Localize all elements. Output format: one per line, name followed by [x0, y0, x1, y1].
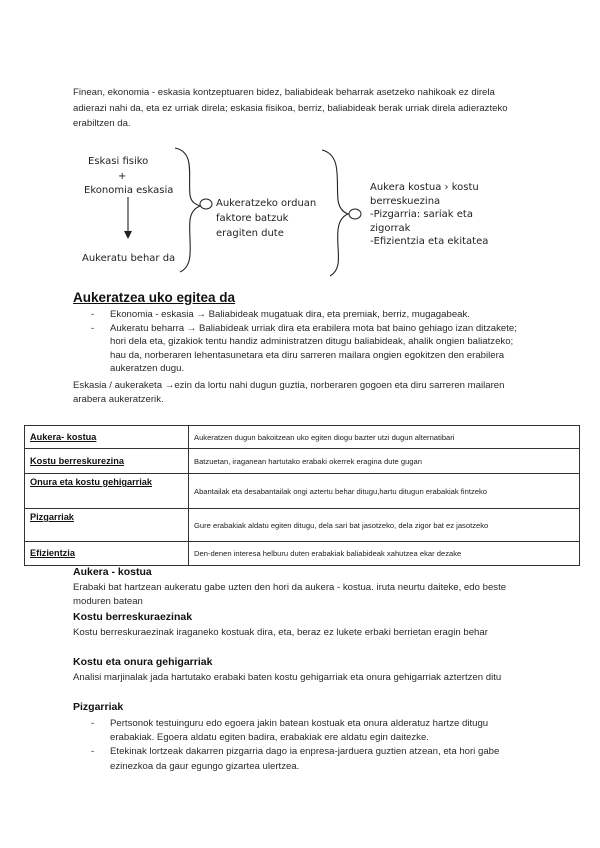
bullet-item: - Etekinak lortzeak dakarren pizgarria dago ia enpresa-jarduera guztien atzean, eta hori gabe ezinezkoa da gaur egungo gizartea ulertzea.: [91, 745, 527, 773]
term-cell: Efizientzia: [25, 542, 189, 566]
table-row: [25, 449, 580, 474]
diagram-middle-line: eragiten dute: [216, 228, 284, 239]
table-row: [25, 474, 580, 509]
diagram-left-top: Eskasi fisiko: [88, 156, 149, 167]
bullet-item: - Aukeratu beharra → Baliabideak urriak dira eta erabilera mota bat baino gehiago izan ditzakete; hori dela eta, gizakiok tentu handiz administratzen ditugu baliabideak, ahalik ongien baliatzeko; hau da, norberaren lehentasunetara eta diru sarreren mailara ongien egokitzen den erabilera aukeratzen dugu.: [91, 322, 529, 376]
definition-cell: Gure erabakiak aldatu egiten ditugu, dela sari bat jasotzeko, dela zigor bat ez jasotzeko: [189, 509, 580, 542]
section-bullets: [91, 308, 529, 376]
diagram-right-line: -Efizientzia eta ekitatea: [370, 236, 489, 247]
diagram-left-mid: Ekonomia eskasia: [84, 185, 174, 196]
definition-cell: Den-denen interesa helburu duten erabakiak baliabideak xahutzea ekar dezake: [189, 542, 580, 566]
subheading-kostu-onura: Kostu eta onura gehigarriak: [73, 656, 213, 668]
subheading-kostu-berreskuraezinak: Kostu berreskuraezinak: [73, 611, 193, 623]
subheading-aukera-kostua: Aukera - kostua: [73, 566, 152, 578]
term-cell: Aukera- kostua: [25, 426, 189, 449]
diagram-right-line: berreskuezina: [370, 195, 441, 207]
paragraph-kostu-onura: Analisi marjinalak jada hartutako erabaki baten kostu gehigarriak eta onura gehigarriak aztertzen ditu: [73, 672, 502, 683]
diagram-middle-line: Aukeratzeko orduan: [216, 198, 317, 209]
diagram-middle-line: faktore batzuk: [216, 213, 289, 224]
diagram-plus: +: [118, 171, 127, 182]
paragraph-kostu-berreskuraezinak: Kostu berreskuraezinak iraganeko kostuak dira, eta, beraz ez lukete erbaki berrietan eragin behar: [73, 627, 488, 638]
paragraph-aukera-kostua: Erabaki bat hartzean aukeratu gabe uzten den hori da aukera - kostua. iruta neurtu daiteke, edo beste moduren batean: [73, 582, 507, 608]
diagram-right-line: -Pizgarria: sariak eta: [370, 209, 473, 220]
section-heading: Aukeratzea uko egitea da: [73, 290, 236, 305]
brace-right: [322, 150, 348, 276]
term-cell: Kostu berreskurezina: [25, 449, 189, 474]
brace-left: [175, 148, 200, 272]
table-row: [25, 542, 580, 566]
diagram-right: [370, 181, 488, 249]
term-cell: Pizgarriak: [25, 509, 189, 542]
intro-paragraph: Finean, ekonomia - eskasia kontzeptuaren bidez, baliabideak beharrak asetzeko nahikoak ez direla adierazi nahi da, eta ez urriak direla; eskasia fisikoa, berriz, baliabideak berak urriak direla adierazteko erabiltzen da.: [73, 87, 508, 129]
diagram-right-line: zigorrak: [370, 222, 411, 234]
section-closing: Eskasia / aukeraketa →ezin da lortu nahi dugun guztia, norberaren gogoen eta diru sarreren mailaren arabera aukeratzerik.: [73, 380, 505, 405]
definition-cell: Aukeratzen dugun bakoitzean uko egiten diogu bazter utzi dugun alternatibari: [189, 426, 580, 449]
definition-cell: Batzuetan, iraganean hartutako erabaki okerrek eragina dute gugan: [189, 449, 580, 474]
pizgarriak-bullets: [91, 717, 527, 774]
loop-right: [349, 209, 361, 219]
term-cell: Onura eta kostu gehigarriak: [25, 474, 189, 509]
table-row: [25, 426, 580, 449]
definition-cell: Abantailak eta desabantailak ongi aztertu behar ditugu,hartu ditugun erabakiak fintzeko: [189, 474, 580, 509]
bullet-item: - Pertsonok testuinguru edo egoera jakin batean kostuak eta onura alderatuz hartze ditugu erabakiak. Egoera aldatu egiten badira, erabakiak ere aldatu egin daitezke.: [91, 717, 527, 745]
table-row: [25, 509, 580, 542]
subheading-pizgarriak: Pizgarriak: [73, 701, 124, 713]
bullet-item: - Ekonomia - eskasia → Baliabideak mugatuak dira, eta premiak, berriz, mugagabeak.: [91, 308, 529, 322]
definitions-table: [24, 425, 580, 566]
down-arrow-head: [124, 231, 132, 239]
diagram-right-line: Aukera kostua › kostu: [370, 182, 479, 193]
diagram-left-bottom: Aukeratu behar da: [82, 253, 176, 264]
loop-left: [200, 199, 212, 209]
diagram-middle: [216, 196, 316, 241]
